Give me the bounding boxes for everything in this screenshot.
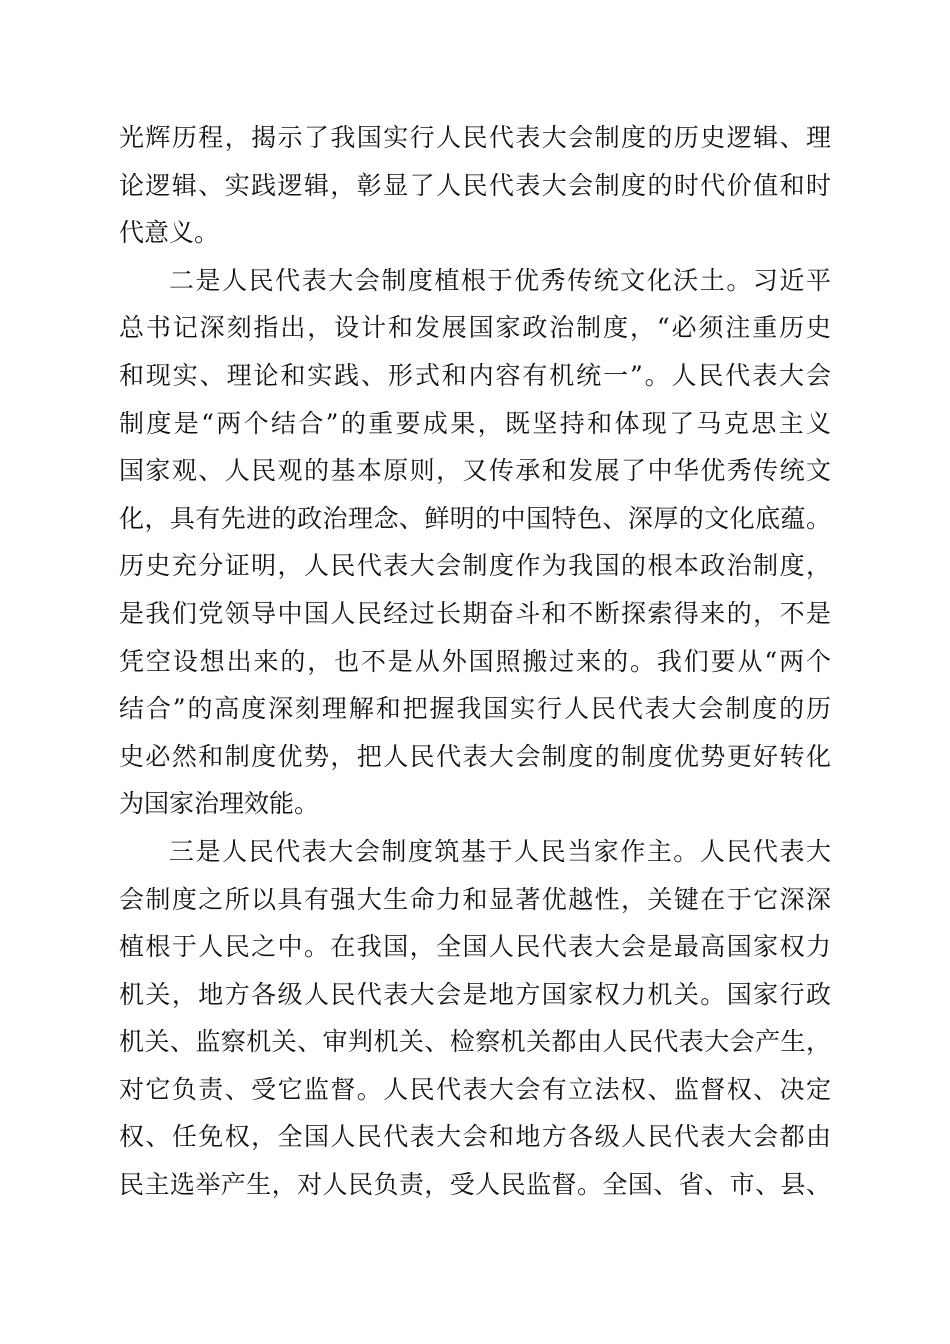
text-line: 化，具有先进的政治理念、鲜明的中国特色、深厚的文化底蕴。 [119, 503, 831, 533]
text-line: 史必然和制度优势，把人民代表大会制度的制度优势更好转化 [119, 741, 831, 771]
paragraph-continuation [119, 114, 831, 257]
text-line: 制度是“两个结合”的重要成果，既坚持和体现了马克思主义 [119, 408, 831, 438]
text-line: 总书记深刻指出，设计和发展国家政治制度，“必须注重历史 [119, 313, 831, 343]
text-line: 凭空设想出来的，也不是从外国照搬过来的。我们要从“两个 [119, 646, 831, 676]
text-line: 国家观、人民观的基本原则，又传承和发展了中华优秀传统文 [119, 456, 831, 486]
text-line: 是我们党领导中国人民经过长期奋斗和不断探索得来的，不是 [119, 598, 831, 628]
text-line: 权、任免权，全国人民代表大会和地方各级人民代表大会都由 [119, 1122, 831, 1152]
text-line: 植根于人民之中。在我国，全国人民代表大会是最高国家权力 [119, 932, 831, 962]
text-line: 光辉历程，揭示了我国实行人民代表大会制度的历史逻辑、理 [119, 123, 831, 152]
text-line: 历史充分证明，人民代表大会制度作为我国的根本政治制度， [119, 551, 831, 581]
text-line: 会制度之所以具有强大生命力和显著优越性，关键在于它深深 [119, 884, 831, 914]
text-line: 结合”的高度深刻理解和把握我国实行人民代表大会制度的历 [119, 694, 831, 724]
text-line: 二是人民代表大会制度植根于优秀传统文化沃土。习近平 [169, 265, 831, 295]
paragraph-three [119, 828, 831, 1209]
text-line: 代意义。 [119, 218, 220, 248]
text-line: 和现实、理论和实践、形式和内容有机统一”。人民代表大会 [119, 360, 831, 390]
text-line: 三是人民代表大会制度筑基于人民当家作主。人民代表大 [169, 836, 831, 866]
paragraph-two [119, 257, 831, 828]
text-line: 民主选举产生，对人民负责，受人民监督。全国、省、市、县、 [119, 1170, 831, 1200]
text-line: 对它负责、受它监督。人民代表大会有立法权、监督权、决定 [119, 1074, 831, 1104]
text-line: 机关，地方各级人民代表大会是地方国家权力机关。国家行政 [119, 979, 831, 1009]
text-line: 论逻辑、实践逻辑，彰显了人民代表大会制度的时代价值和时 [119, 170, 831, 200]
text-line: 为国家治理效能。 [119, 789, 320, 819]
text-line: 机关、监察机关、审判机关、检察机关都由人民代表大会产生， [119, 1027, 831, 1057]
document-body [119, 114, 831, 1209]
